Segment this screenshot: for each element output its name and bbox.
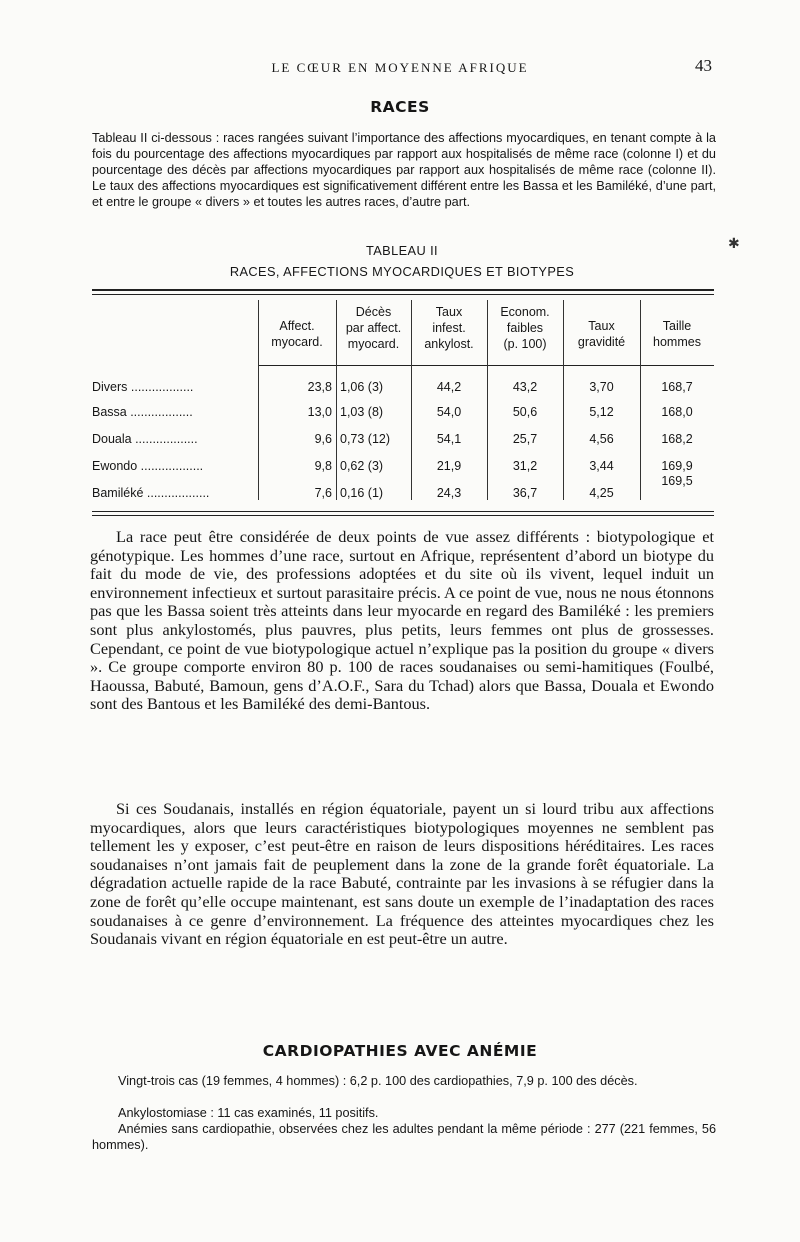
table-cell: 23,8 bbox=[307, 380, 332, 394]
header-econom-faibles: Econom. faibles (p. 100) bbox=[500, 305, 550, 351]
section-title-cardiopathies: CARDIOPATHIES AVEC ANÉMIE bbox=[262, 1042, 538, 1060]
row-label-douala: Douala .................. bbox=[92, 432, 198, 446]
table-cell: 50,6 bbox=[512, 405, 538, 419]
header-taux-gravidite: Taux gravidité bbox=[577, 319, 626, 349]
table-cell: 1,03 (8) bbox=[340, 405, 384, 419]
table-header-rule bbox=[258, 365, 714, 366]
row-label-ewondo: Ewondo .................. bbox=[92, 459, 204, 473]
table-cell: 9,8 bbox=[314, 459, 332, 473]
table-cell: 168,2 bbox=[661, 432, 693, 446]
table-cell: 168,7 bbox=[661, 380, 693, 394]
table-bottom-rule bbox=[92, 511, 714, 512]
table-bottom-rule-thin bbox=[92, 515, 714, 516]
table-cell: 3,70 bbox=[589, 380, 614, 394]
table-cell: 7,6 bbox=[314, 486, 332, 500]
section-title-races: RACES bbox=[370, 98, 430, 116]
table-cell: 0,16 (1) bbox=[340, 486, 384, 500]
table-cell: 24,3 bbox=[436, 486, 462, 500]
header-deces: Décès par affect. myocard. bbox=[345, 305, 402, 351]
cardiopathies-line-3: Anémies sans cardiopathie, observées chez les adultes pendant la même période : 277 (221 femmes, 56 hommes). bbox=[92, 1122, 716, 1152]
table-cell: 168,0 bbox=[661, 405, 693, 419]
table-cell: 54,1 bbox=[436, 432, 462, 446]
table-cell: 44,2 bbox=[436, 380, 462, 394]
table-title: RACES, AFFECTIONS MYOCARDIQUES ET BIOTYPES bbox=[229, 264, 575, 279]
cardiopathies-line-2: Ankylostomiase : 11 cas examinés, 11 positifs. bbox=[118, 1106, 379, 1120]
row-label-bamileke: Bamiléké .................. bbox=[92, 486, 210, 500]
table-cell: 4,25 bbox=[589, 486, 614, 500]
table-cell: 36,7 bbox=[512, 486, 538, 500]
row-label-bassa: Bassa .................. bbox=[92, 405, 193, 419]
table-cell: 31,2 bbox=[512, 459, 538, 473]
table-cell: 21,9 bbox=[436, 459, 462, 473]
table-cell: 13,0 bbox=[307, 405, 332, 419]
table-cell: 5,12 bbox=[589, 405, 614, 419]
table-cell: 169,9 bbox=[661, 459, 693, 473]
row-label-divers: Divers .................. bbox=[92, 380, 194, 394]
header-taille-hommes: Taille hommes bbox=[653, 319, 701, 349]
table-cell: 1,06 (3) bbox=[340, 380, 384, 394]
header-affect-myocard: Affect. myocard. bbox=[271, 319, 323, 349]
body-paragraph-2: Si ces Soudanais, installés en région équatoriale, payent un si lourd tribu aux affections myocardiques, alors que leurs caractéristiques biotypologiques moyennes ne semblent pas tellement les y exposer, c’est peut-être en raison de leurs dispositions héréditaires. Les races soudanaises n’ont jamais fait de peuplement dans la zone de la grande forêt équatoriale. La dégradation actuelle rapide de la race Babuté, contrainte par les invasions à se réfugier dans la zone de forêt qu’elle occupe maintenant, est sans doute un exemple de l’inadaptation des races soudanaises à ce genre d’environnement. La fréquence des atteintes myocardiques chez les Soudanais vivant en région équatoriale en est peut-être un autre. bbox=[90, 799, 714, 949]
table-cell: 9,6 bbox=[314, 432, 332, 446]
header-taux-infest: Taux infest. ankylost. bbox=[424, 305, 474, 351]
table-cell: 43,2 bbox=[512, 380, 538, 394]
print-speck: ✱ bbox=[728, 237, 740, 252]
table-cell: 54,0 bbox=[436, 405, 462, 419]
running-head: LE CŒUR EN MOYENNE AFRIQUE bbox=[271, 60, 529, 75]
table-cell: 3,44 bbox=[589, 459, 614, 473]
table-top-rule bbox=[92, 289, 714, 291]
table-top-rule-thin bbox=[92, 294, 714, 295]
table-cell: 169,5 bbox=[661, 474, 693, 488]
table-cell: 4,56 bbox=[589, 432, 614, 446]
races-intro-paragraph: Tableau II ci-dessous : races rangées suivant l’importance des affections myocardiques, en tenant compte à la fois du pourcentage des affections myocardiques par rapport aux hospitalisés de même race (colonne I) et du pourcentage des décès par affections myocardiques par rapport aux hospitalisés de même race (colonne II). Le taux des affections myocardiques est significativement différent entre les Bassa et les Bamiléké, d’une part, et entre le groupe « divers » et toutes les autres races, d’autre part. bbox=[92, 131, 716, 209]
table-cell: 25,7 bbox=[512, 432, 538, 446]
cardiopathies-line-1: Vingt-trois cas (19 femmes, 4 hommes) : 6,2 p. 100 des cardiopathies, 7,9 p. 100 des décès. bbox=[118, 1074, 638, 1088]
body-paragraph-1: La race peut être considérée de deux points de vue assez différents : biotypologique et génotypique. Les hommes d’une race, surtout en Afrique, représentent d’abord un biotype du fait du mode de vie, des professions adoptées et du site où ils vivent, lequel induit un environnement infectieux et surtout parasitaire précis. A ce point de vue, nous ne nous étonnons pas que les Bassa soient très atteints dans leur myocarde en regard des Bamiléké : les premiers sont plus ankylostomés, plus pauvres, plus petits, leurs femmes ont plus de grossesses. Cependant, ce point de vue biotypologique actuel n’explique pas la position du groupe « divers ». Ce groupe comporte environ 80 p. 100 de races soudanaises ou semi-hamitiques (Foulbé, Haoussa, Babuté, Bamoun, gens d’A.O.F., Sara du Tchad) alors que Bassa, Douala et Ewondo sont des Bantous et les Bamiléké des demi-Bantous. bbox=[90, 527, 714, 714]
table-cell: 0,62 (3) bbox=[340, 459, 384, 473]
table-cell: 0,73 (12) bbox=[340, 432, 391, 446]
table-label: TABLEAU II bbox=[365, 243, 439, 258]
page-number: 43 bbox=[695, 56, 712, 75]
